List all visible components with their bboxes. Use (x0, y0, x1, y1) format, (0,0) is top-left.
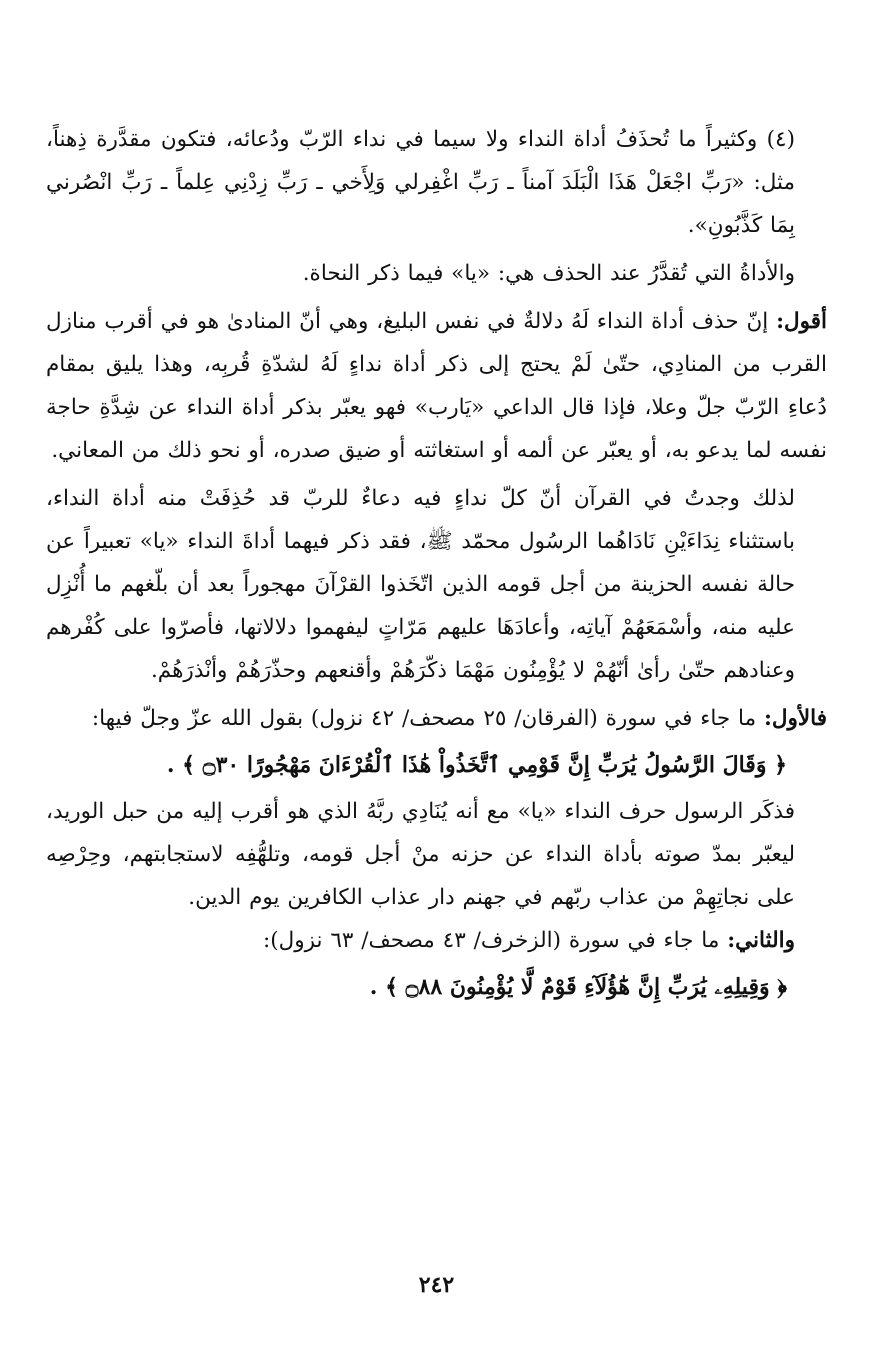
paragraph-text: (٤) وكثيراً ما تُحذَفُ أداة النداء ولا سيما في نداء الرّبّ ودُعائه، فتكون مقدَّرة ذِهناً، مثل: «رَبِّ اجْعَلْ هَذَا الْبَلَدَ آمناً ـ رَبِّ اغْفِرلي وَلِأَخي ـ رَبِّ زِدْنِي عِلماً ـ رَبِّ انْصُرني بِمَا كَذَّبُونِ». (46, 127, 795, 238)
paragraph-text: ما جاء في سورة (الزخرف/ ٤٣ مصحف/ ٦٣ نزول): (262, 928, 728, 953)
paragraph-text: ما جاء في سورة (الفرقان/ ٢٥ مصحف/ ٤٢ نزول) بقول الله عزّ وجلّ فيها: (91, 706, 764, 731)
paragraph-lead: والثاني: (727, 928, 795, 953)
quran-verse-furqan (46, 742, 827, 788)
paragraph-aqul (46, 300, 827, 472)
paragraph-lead: فالأول: (763, 706, 827, 731)
paragraph-note-4 (46, 118, 827, 247)
paragraph-first (46, 697, 827, 740)
paragraph-lead: أقول: (776, 309, 827, 334)
paragraph-second (46, 919, 827, 962)
paragraph-explanation (46, 790, 827, 919)
verse-text: ﴿ وَقَالَ الرَّسُولُ يَٰرَبِّ إِنَّ قَوْمِي ٱتَّخَذُواْ هَٰذَا ٱلْقُرْءَانَ مَهْجُورًا ۝٣٠ ﴾ . (166, 752, 787, 778)
page-body (46, 118, 827, 1010)
paragraph-text: والأداةُ التي تُقدَّرُ عند الحذف هي: «يا» فيما ذكر النحاة. (302, 261, 795, 286)
paragraph-text: إنّ حذف أداة النداء لَهُ دلالةٌ في نفس البليغ، وهي أنّ المنادىٰ هو في أقرب منازل القرب من المنادِي، حتّىٰ لَمْ يحتج إلى ذكر أداة نداءٍ لَهُ لشدّةِ قُربِه، وهذا يليق بمقام دُعاءِ الرّبّ جلّ وعلا، فإذا قال الداعي «يَارب» فهو يعبّر بذكر أداة النداء عن شِدَّةِ حاجة نفسه لما يدعو به، أو يعبّر عن ألمه أو استغاثته أو ضيق صدره، أو نحو ذلك من المعاني. (46, 309, 827, 463)
paragraph-particle (46, 252, 827, 295)
paragraph-text: فذكَر الرسول حرف النداء «يا» مع أنه يُنَادِي ربَّهُ الذي هو أقرب إليه من حبل الوريد، ليعبّر بمدّ صوته بأداة النداء عن حزنه منْ أجل قومه، وتلهُّفِه لاستجابتهم، وحِرْصِه على نجاتِهِمْ من عذاب ربّهم في جهنم دار عذاب الكافرين يوم الدين. (46, 799, 795, 910)
page-number: ٢٤٢ (418, 1272, 455, 1298)
verse-text: ﴿ وَقِيلِهِۦ يَٰرَبِّ إِنَّ هَٰٓؤُلَآءِ قَوْمٌ لَّا يُؤْمِنُونَ ۝٨٨ ﴾ . (369, 974, 787, 1000)
quran-verse-zukhruf (46, 964, 827, 1010)
paragraph-quran-finding (46, 477, 827, 692)
paragraph-text: لذلك وجدتُ في القرآن أنّ كلّ نداءٍ فيه دعاءٌ للربّ قد حُذِفَتْ منه أداة النداء، باستثناء نِدَاءَيْنِ نَادَاهُما الرسُول محمّد ﷺ، فقد ذكر فيهما أداةَ النداء «يا» تعبيراً عن حالة نفسه الحزينة من أجل قومه الذين اتّخَذوا القرْآنَ مهجوراً بعد أن بلّغهم ما أُنْزِل عليه منه، وأسْمَعَهُمْ آياتِه، وأعادَهَا عليهم مَرّاتٍ ليفهموا دلالاتها، فأصرّوا على كُفْرهم وعنادهم حتّىٰ رأىٰ أنّهُمْ لا يُؤْمِنُون مَهْمَا ذكّرَهُمْ وأقنعهم وحذّرَهُمْ وأنْذرَهُمْ. (46, 486, 795, 683)
